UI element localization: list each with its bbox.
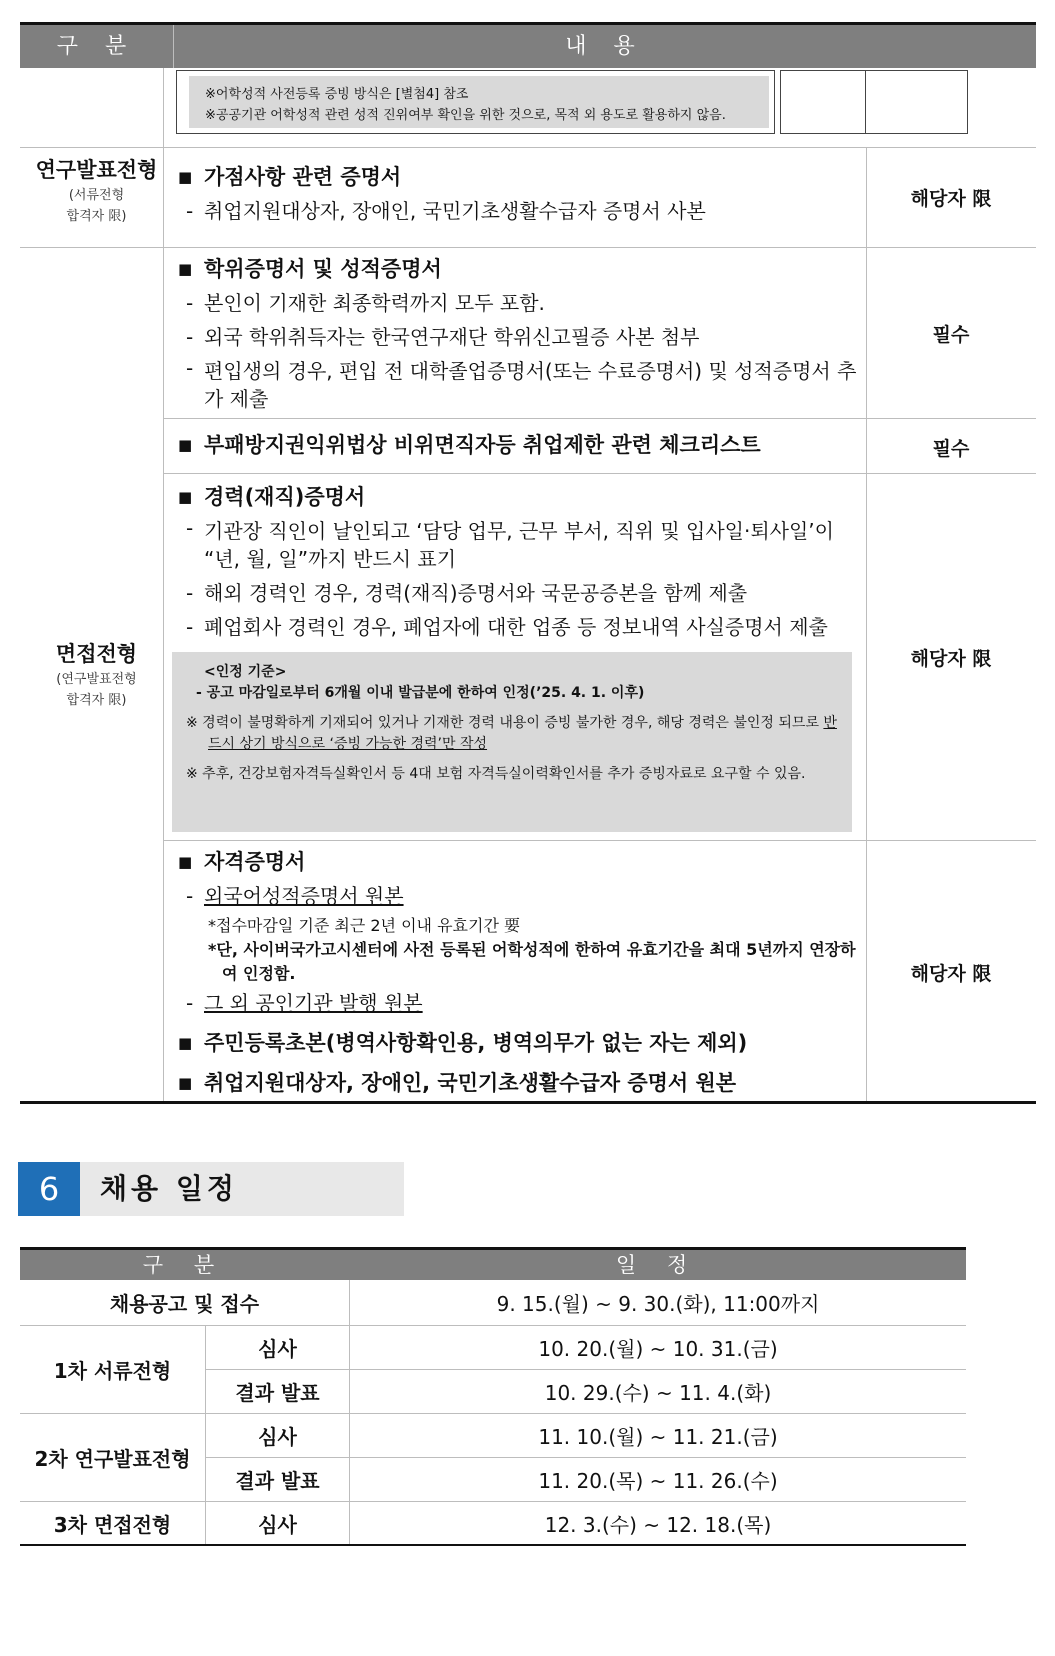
schedule-stage3-review: 심사 bbox=[258, 1512, 297, 1537]
requirement-degree: 필수 bbox=[932, 324, 970, 346]
schedule-stage1-result-date: 10. 29.(수) ~ 11. 4.(화) bbox=[544, 1381, 772, 1405]
language-score-note-box bbox=[176, 70, 775, 134]
research-content: ■ 가점사항 관련 증명서 - 취업지원대상자, 장애인, 국민기초생활수급자 증명서 사본 bbox=[178, 160, 868, 228]
note-line-2: ※공공기관 어학성적 관련 성적 진위여부 확인을 위한 것으로, 목적 외 용도로 활용하지 않음. bbox=[205, 108, 726, 123]
career-note-2: ※ 추후, 건강보험자격득실확인서 등 4대 보험 자격득실이력확인서를 추가 증빙자료로 요구할 수 있음. bbox=[186, 766, 806, 782]
requirement-checklist: 필수 bbox=[932, 438, 970, 460]
schedule-stage2-label: 2차 연구발표전형 bbox=[34, 1447, 191, 1471]
section-heading bbox=[18, 1162, 404, 1216]
checklist-content: ■ 부패방지권익위법상 비위면직자등 취업제한 관련 체크리스트 bbox=[178, 428, 868, 462]
section-number: 6 bbox=[18, 1162, 80, 1216]
header-category: 구 분 bbox=[56, 34, 137, 59]
other-certificate-item: 그 외 공인기관 발행 원본 bbox=[204, 991, 423, 1015]
schedule-stage1-label: 1차 서류전형 bbox=[53, 1359, 172, 1383]
schedule-stage1-result: 결과 발표 bbox=[235, 1381, 320, 1405]
schedule-stage2-review: 심사 bbox=[258, 1425, 297, 1449]
schedule-row-notice-date: 9. 15.(월) ~ 9. 30.(화), 11:00까지 bbox=[496, 1292, 820, 1316]
requirement-research: 해당자 限 bbox=[910, 188, 992, 210]
table-header bbox=[20, 22, 1036, 68]
schedule-header-category: 구 분 bbox=[142, 1253, 227, 1277]
schedule-stage2-review-date: 11. 10.(월) ~ 11. 21.(금) bbox=[538, 1425, 778, 1449]
schedule-row-notice-label: 채용공고 및 접수 bbox=[109, 1292, 260, 1316]
extension-note: *단, 사이버국가고시센터에 사전 등록된 어학성적에 한하여 유효기간을 최대 5년까지 연장하여 인정함. bbox=[208, 940, 856, 983]
career-content: ■ 경력(재직)증명서 - 기관장 직인이 날인되고 ‘담당 업무, 근무 부서, 직위 및 입사일·퇴사일’이 “년, 월, 일”까지 반드시 표기 - 해외 경력인 경우, 경력(재직)증명서와 국문공증본을 함께 제출 - 폐업회사 경력인 경우, 폐업자에 대한 업종 등 정보내역 사실증명서 제출 bbox=[178, 480, 868, 644]
header-content: 내 용 bbox=[173, 25, 1036, 68]
note-side-cell bbox=[865, 70, 968, 134]
note-side-cell bbox=[780, 70, 866, 134]
category-research: 연구발표전형 (서류전형 합격자 限) bbox=[35, 158, 158, 224]
requirement-license: 해당자 限 bbox=[910, 963, 992, 985]
criteria-title: <인정 기준> bbox=[204, 664, 287, 680]
criteria-line: - 공고 마감일로부터 6개월 이내 발급분에 한하여 인정(’25. 4. 1. 이후) bbox=[196, 685, 645, 701]
schedule-header-date: 일 정 bbox=[615, 1253, 700, 1277]
foreign-language-score-item: 외국어성적증명서 원본 bbox=[204, 884, 404, 908]
validity-note: *접수마감일 기준 최근 2년 이내 유효기간 要 bbox=[208, 916, 520, 935]
schedule-stage1-review: 심사 bbox=[258, 1337, 297, 1361]
requirement-career: 해당자 限 bbox=[910, 648, 992, 670]
schedule-table bbox=[20, 1247, 966, 1546]
schedule-stage2-result: 결과 발표 bbox=[235, 1469, 320, 1493]
career-note-1: ※ 경력이 불명확하게 기재되어 있거나 기재한 경력 내용이 증빙 불가한 경우, 해당 경력은 불인정 되므로 반드시 상기 방식으로 ‘증빙 가능한 경력’만 작성 bbox=[186, 715, 837, 752]
schedule-stage2-result-date: 11. 20.(목) ~ 11. 26.(수) bbox=[538, 1469, 778, 1493]
schedule-header bbox=[20, 1247, 966, 1280]
schedule-stage3-label: 3차 면접전형 bbox=[53, 1512, 172, 1537]
support-certificate-item: ■ 취업지원대상자, 장애인, 국민기초생활수급자 증명서 원본 bbox=[178, 1066, 868, 1100]
career-criteria-box bbox=[172, 652, 852, 832]
note-line-1: ※어학성적 사전등록 증빙 방식은 [별첨4] 참조 bbox=[205, 87, 469, 102]
license-content: ■ 자격증명서 - 외국어성적증명서 원본 *접수마감일 기준 최근 2년 이내 유효기간 要 *단, 사이버국가고시센터에 사전 등록된 어학성적에 한하여 유효기간을 최대 5년까지 연장하여 인정함. - 그 외 공인기관 발행 원본 ■ 주민등록초본(병역사항확인용, 병역의무가 없는 자는 제외) ■ 취업지원대상자, 장애인, 국민기초생활수급자 증명서 원본 bbox=[178, 845, 868, 1100]
document-requirements-table bbox=[20, 22, 1036, 1176]
schedule-stage1-review-date: 10. 20.(월) ~ 10. 31.(금) bbox=[538, 1337, 778, 1361]
degree-content: ■ 학위증명서 및 성적증명서 - 본인이 기재한 최종학력까지 모두 포함. - 외국 학위취득자는 한국연구재단 학위신고필증 사본 첨부 - 편입생의 경우, 편입 전 대학졸업증명서(또는 수료증명서) 및 성적증명서 추가 제출 bbox=[178, 252, 868, 416]
schedule-stage3-review-date: 12. 3.(수) ~ 12. 18.(목) bbox=[544, 1512, 772, 1537]
category-interview: 면접전형 (연구발표전형 합격자 限) bbox=[55, 642, 138, 708]
resident-registration-item: ■ 주민등록초본(병역사항확인용, 병역의무가 없는 자는 제외) bbox=[178, 1026, 868, 1060]
section-title: 채용 일정 bbox=[100, 1172, 238, 1205]
